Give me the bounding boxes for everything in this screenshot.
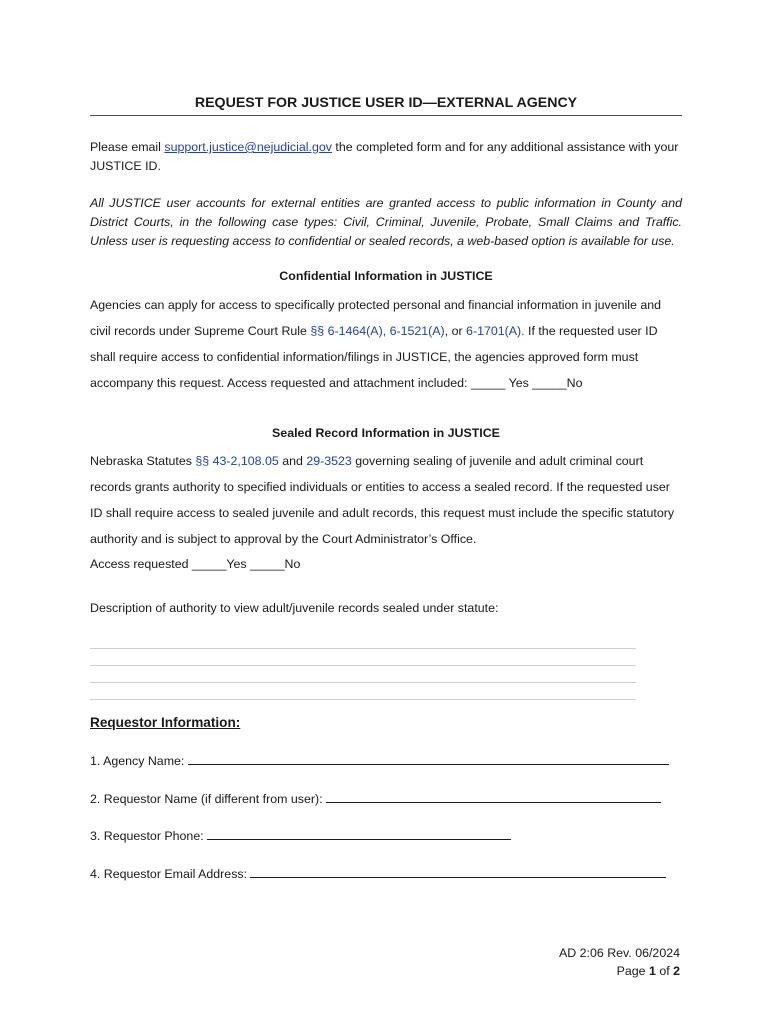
- agency-name-field: [90, 752, 669, 768]
- description-line[interactable]: [90, 649, 636, 666]
- confidential-heading: Confidential Information in JUSTICE: [279, 269, 493, 283]
- agency-name-input[interactable]: [188, 752, 669, 765]
- sealed-paragraph: [90, 448, 682, 552]
- sealed-heading: Sealed Record Information in JUSTICE: [272, 426, 500, 440]
- confidential-sep: , or: [444, 324, 467, 338]
- confidential-text-2: If the requested user ID shall require access to confidential information/filings in JUSTICE, the agencies approved form must accompany this request. Access requested and attachment included: _____ Yes _____No: [90, 324, 658, 390]
- support-email-link[interactable]: support.justice@nejudicial.gov: [164, 140, 332, 154]
- sealed-sep: and: [278, 454, 307, 468]
- page-of: of: [655, 964, 674, 978]
- requestor-email-field: [90, 865, 666, 881]
- confidential-text-1: Agencies can apply for access to specifically protected personal and financial information in juvenile and civil records under Supreme Court Rule: [90, 298, 661, 338]
- page-total: 2: [673, 964, 680, 978]
- requestor-phone-field: [90, 827, 511, 843]
- requestor-heading: [90, 715, 682, 730]
- page-footer: [559, 944, 680, 980]
- description-line[interactable]: [90, 666, 636, 683]
- requestor-email-label: 4. Requestor Email Address:: [90, 867, 251, 881]
- requestor-heading-text: Requestor Information: [90, 715, 236, 730]
- requestor-phone-input[interactable]: [207, 827, 511, 840]
- page-prefix: Page: [616, 964, 649, 978]
- requestor-phone-label: 3. Requestor Phone:: [90, 829, 208, 843]
- requestor-name-field: [90, 790, 661, 806]
- description-line[interactable]: [90, 683, 636, 700]
- italic-notice: All JUSTICE user accounts for external entities are granted access to public information in County and District Courts, in the following case types: Civil, Criminal, Juvenile, Probate, Small Claims and Traffic. Unless user is requesting access to confidential or sealed records, a web-based option is available for use.: [90, 196, 682, 248]
- sealed-access-line: Access requested _____Yes _____No: [90, 557, 301, 571]
- description-line[interactable]: [90, 632, 636, 649]
- page-number: [559, 962, 680, 980]
- confidential-paragraph: [90, 292, 682, 396]
- requestor-name-label: 2. Requestor Name (if different from user):: [90, 792, 326, 806]
- sealed-text-2: governing sealing of juvenile and adult criminal court records grants authority to specified individuals or entities to access a sealed record. If the requested user ID shall require access to sealed juvenile and adult records, this request must include the specific statutory authority and is subject to approval by the Court Administrator’s Office.: [90, 454, 675, 546]
- statute-link-43-2108[interactable]: §§ 43-2,108.05: [195, 454, 279, 468]
- agency-name-label: 1. Agency Name:: [90, 754, 188, 768]
- intro-text-before: Please email: [90, 140, 165, 154]
- intro-text-after: the completed form and for any additional assistance with your JUSTICE ID.: [90, 140, 679, 173]
- intro-paragraph: [90, 138, 682, 176]
- description-input-area[interactable]: [90, 632, 636, 700]
- description-label: Description of authority to view adult/juvenile records sealed under statute:: [90, 601, 499, 615]
- requestor-heading-colon: :: [235, 715, 241, 730]
- rule-link-6-1464[interactable]: §§ 6-1464(A), 6-1521(A): [310, 324, 445, 338]
- rule-link-6-1701[interactable]: 6-1701(A).: [466, 324, 525, 338]
- page-current: 1: [648, 964, 656, 978]
- requestor-email-input[interactable]: [250, 865, 666, 878]
- form-id: AD 2:06 Rev. 06/2024: [558, 946, 680, 960]
- sealed-text-1: Nebraska Statutes: [90, 454, 196, 468]
- requestor-name-input[interactable]: [326, 790, 661, 803]
- page-title: REQUEST FOR JUSTICE USER ID—EXTERNAL AGENCY: [90, 95, 682, 116]
- statute-link-29-3523[interactable]: 29-3523: [306, 454, 352, 468]
